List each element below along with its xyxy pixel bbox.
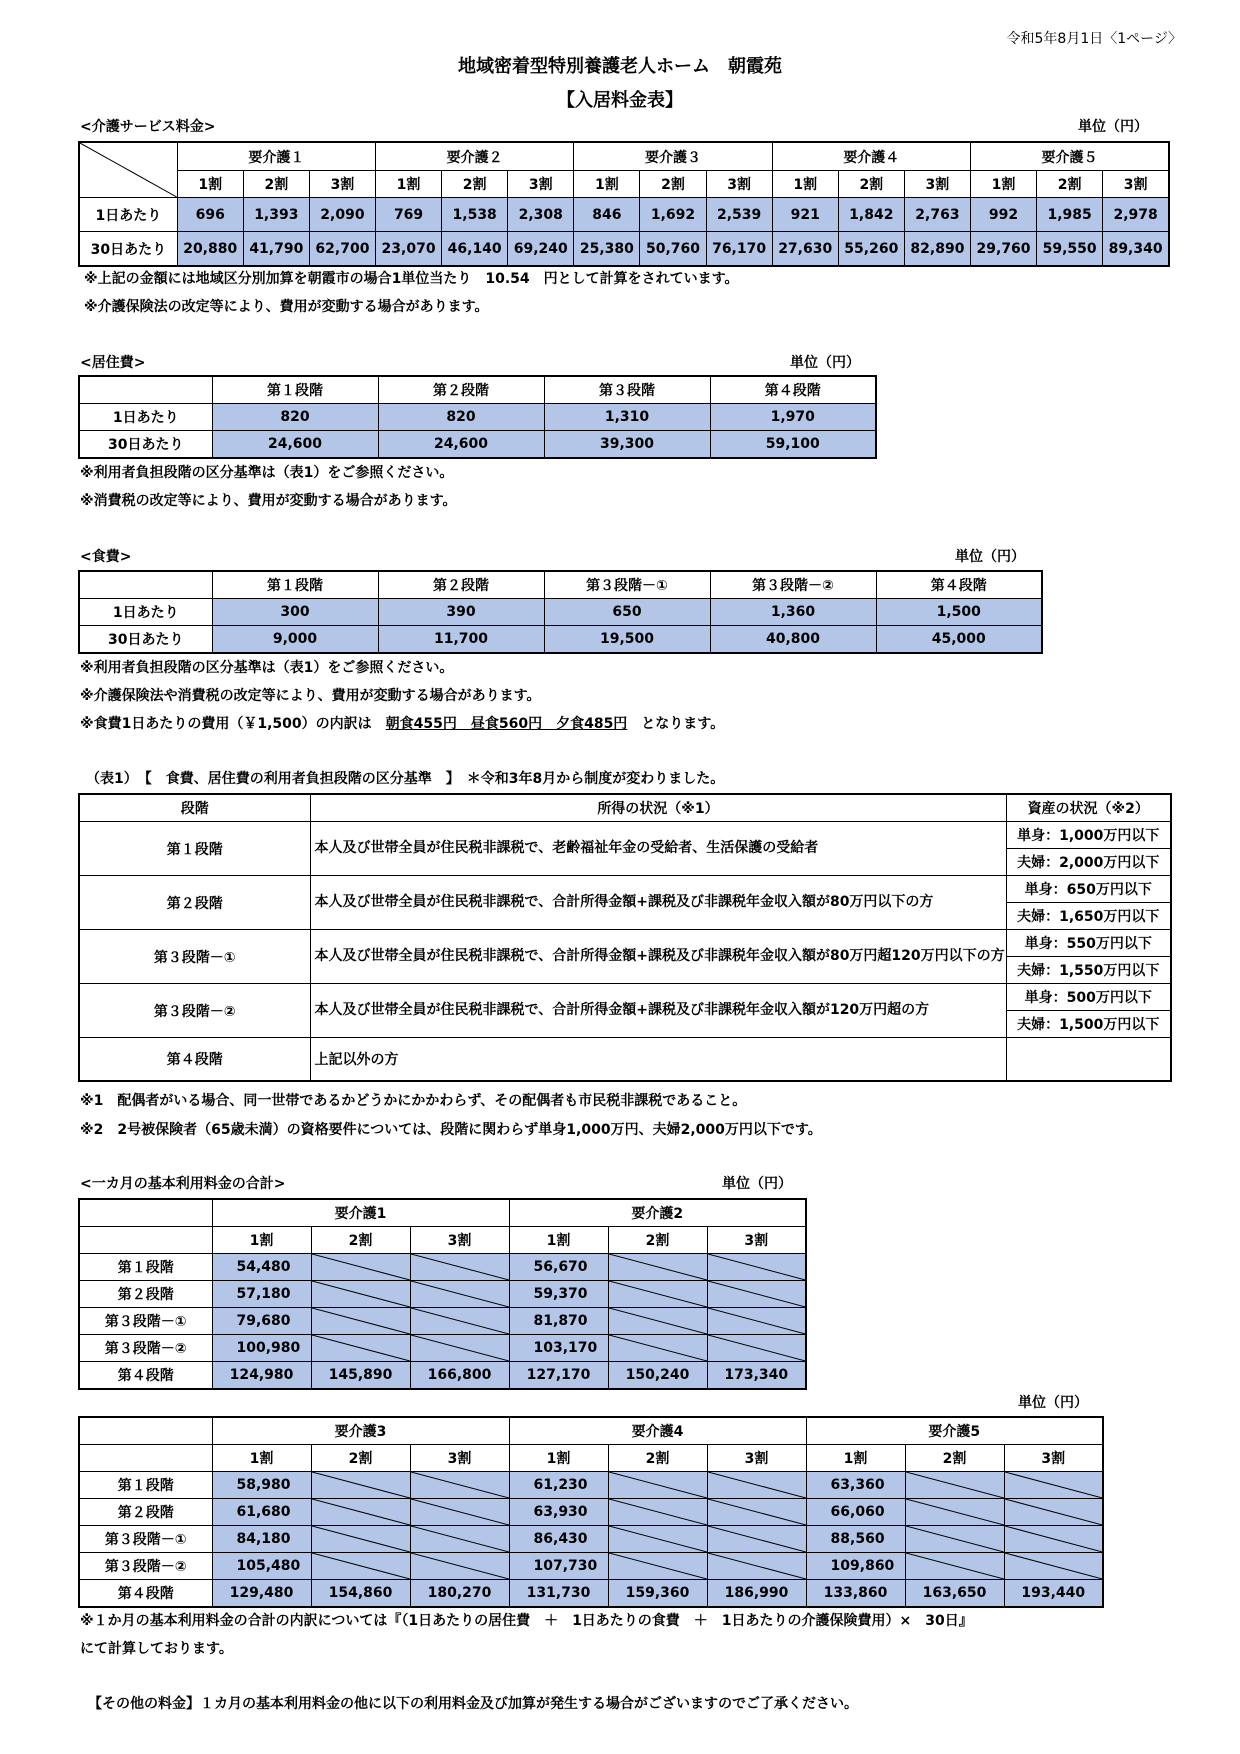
care-row-label: 30日あたり — [79, 232, 177, 267]
monthly-ratio-header: 2割 — [311, 1445, 410, 1472]
monthly-stage-label: 第２段階 — [79, 1499, 212, 1526]
monthly-ratio-header: 3割 — [707, 1227, 806, 1254]
food-value: 45,000 — [876, 626, 1042, 654]
monthly-value: 66,060 — [806, 1499, 905, 1526]
monthly-stage-row — [79, 1308, 806, 1335]
care-level-header: 要介護４ — [772, 142, 970, 171]
diagonal-cell — [410, 1499, 509, 1526]
monthly-value: 63,930 — [509, 1499, 608, 1526]
care-ratio-header: 2割 — [442, 171, 508, 198]
care-unit: 単位（円） — [1078, 119, 1148, 135]
diagonal-cell — [707, 1499, 806, 1526]
monthly-level-row — [79, 1417, 1103, 1445]
monthly-value: 145,890 — [311, 1362, 410, 1390]
diagonal-cell — [707, 1281, 806, 1308]
monthly-value: 109,860 — [806, 1553, 905, 1580]
care-note-2: ※介護保険法の改定等により、費用が変動する場合があります。 — [84, 299, 489, 315]
table1-asset-couple: 夫婦：1,500万円以下 — [1006, 1011, 1171, 1038]
monthly-ratio-header: 3割 — [707, 1445, 806, 1472]
care-ratio-header: 3割 — [309, 171, 375, 198]
diagonal-cell — [311, 1499, 410, 1526]
food-value: 9,000 — [212, 626, 378, 654]
monthly-value: 150,240 — [608, 1362, 707, 1390]
food-section-title: <食費> — [80, 549, 132, 565]
diagonal-cell — [608, 1472, 707, 1499]
monthly-value: 180,270 — [410, 1580, 509, 1608]
housing-value: 820 — [378, 404, 544, 431]
monthly-ratio-header: 1割 — [509, 1227, 608, 1254]
table1-stage: 第３段階－② — [79, 984, 310, 1038]
diagonal-cell — [410, 1254, 509, 1281]
care-header-row — [79, 142, 1169, 171]
housing-row-label: 30日あたり — [79, 431, 212, 459]
monthly-level-row — [79, 1199, 806, 1227]
monthly-stage-row — [79, 1362, 806, 1390]
food-note-3-post: となります。 — [627, 716, 725, 732]
food-header-row — [79, 571, 1042, 599]
monthly-value: 56,670 — [509, 1254, 608, 1281]
diagonal-cell — [905, 1499, 1004, 1526]
care-value: 696 — [177, 198, 243, 232]
care-value: 50,760 — [640, 232, 706, 267]
food-stage-header: 第３段階－① — [544, 571, 710, 599]
food-value: 40,800 — [710, 626, 876, 654]
monthly-value: 186,990 — [707, 1580, 806, 1608]
monthly-value: 193,440 — [1004, 1580, 1103, 1608]
monthly-stage-row — [79, 1553, 1103, 1580]
other-fees-note: 【その他の料金】１カ月の基本利用料金の他に以下の利用料金及び加算が発生する場合がございますのでご了承ください。 — [88, 1696, 858, 1712]
monthly-ratio-row — [79, 1445, 1103, 1472]
care-ratio-header: 1割 — [376, 171, 442, 198]
diagonal-cell — [1004, 1553, 1103, 1580]
diagonal-cell — [608, 1335, 707, 1362]
care-ratio-header: 2割 — [243, 171, 309, 198]
food-row-label: 30日あたり — [79, 626, 212, 654]
monthly-value: 61,230 — [509, 1472, 608, 1499]
care-value: 846 — [574, 198, 640, 232]
diagonal-cell — [707, 1553, 806, 1580]
table1-note-1: ※1 配偶者がいる場合、同一世帯であるかどうかにかかわらず、その配偶者も市民税非課税であること。 — [80, 1093, 747, 1109]
diagonal-cell — [707, 1472, 806, 1499]
table1-stage: 第３段階－① — [79, 930, 310, 984]
care-value: 23,070 — [376, 232, 442, 267]
care-value: 2,090 — [309, 198, 375, 232]
care-fee-table — [78, 141, 1170, 267]
monthly-stage-row — [79, 1526, 1103, 1553]
table1-last-row — [79, 1038, 1171, 1082]
monthly-stage-label: 第２段階 — [79, 1281, 212, 1308]
monthly-stage-label: 第４段階 — [79, 1362, 212, 1390]
table1-asset-single: 単身：1,000万円以下 — [1006, 822, 1171, 849]
care-ratio-header: 1割 — [772, 171, 838, 198]
monthly-stage-row — [79, 1254, 806, 1281]
monthly-value: 100,980 — [212, 1335, 311, 1362]
housing-data-row — [79, 431, 876, 459]
monthly-value: 107,730 — [509, 1553, 608, 1580]
food-note-3 — [80, 713, 724, 733]
monthly-stage-row — [79, 1499, 1103, 1526]
monthly-stage-label: 第４段階 — [79, 1580, 212, 1608]
housing-value: 39,300 — [544, 431, 710, 459]
housing-section-title: <居住費> — [80, 355, 146, 371]
monthly-value: 159,360 — [608, 1580, 707, 1608]
table1-data-row — [79, 984, 1171, 1011]
housing-stage-header: 第４段階 — [710, 376, 876, 404]
table1-asset-single: 単身：550万円以下 — [1006, 930, 1171, 957]
table1-asset-single: 単身：650万円以下 — [1006, 876, 1171, 903]
diagonal-cell — [311, 1526, 410, 1553]
monthly-value: 88,560 — [806, 1526, 905, 1553]
monthly-ratio-row — [79, 1227, 806, 1254]
food-data-row — [79, 599, 1042, 626]
care-value: 992 — [970, 198, 1036, 232]
housing-value: 59,100 — [710, 431, 876, 459]
monthly-corner-cell — [79, 1417, 212, 1445]
care-value: 1,985 — [1037, 198, 1103, 232]
care-value: 82,890 — [904, 232, 970, 267]
diagonal-cell — [410, 1335, 509, 1362]
monthly-stage-row — [79, 1580, 1103, 1608]
care-level-header: 要介護２ — [376, 142, 574, 171]
monthly-value: 57,180 — [212, 1281, 311, 1308]
diagonal-cell — [905, 1553, 1004, 1580]
monthly-level-header: 要介護2 — [509, 1199, 806, 1227]
care-value: 2,763 — [904, 198, 970, 232]
care-value: 41,790 — [243, 232, 309, 267]
monthly-ratio-header: 3割 — [410, 1445, 509, 1472]
diagonal-cell — [1004, 1499, 1103, 1526]
care-ratio-header: 1割 — [970, 171, 1036, 198]
diagonal-cell — [410, 1526, 509, 1553]
care-ratio-header: 2割 — [838, 171, 904, 198]
care-value: 46,140 — [442, 232, 508, 267]
housing-note-1: ※利用者負担段階の区分基準は（表1）をご参照ください。 — [80, 465, 454, 481]
monthly-ratio-header: 1割 — [509, 1445, 608, 1472]
diagonal-cell — [707, 1526, 806, 1553]
diagonal-cell — [905, 1526, 1004, 1553]
housing-value: 24,600 — [378, 431, 544, 459]
care-corner-cell — [79, 142, 177, 198]
diagonal-cell — [410, 1472, 509, 1499]
table1-data-row — [79, 876, 1171, 903]
monthly-stage-label: 第３段階－① — [79, 1526, 212, 1553]
diagonal-cell — [707, 1308, 806, 1335]
housing-value: 820 — [212, 404, 378, 431]
diagonal-cell — [311, 1553, 410, 1580]
housing-stage-header: 第３段階 — [544, 376, 710, 404]
monthly-value: 154,860 — [311, 1580, 410, 1608]
table1-header-row — [79, 794, 1171, 822]
care-ratio-header: 1割 — [177, 171, 243, 198]
housing-value: 1,970 — [710, 404, 876, 431]
housing-value: 1,310 — [544, 404, 710, 431]
care-level-header: 要介護３ — [574, 142, 772, 171]
housing-value: 24,600 — [212, 431, 378, 459]
monthly-ratio-header: 3割 — [1004, 1445, 1103, 1472]
care-value: 2,308 — [508, 198, 574, 232]
monthly-value: 129,480 — [212, 1580, 311, 1608]
table1-income: 上記以外の方 — [310, 1038, 1006, 1082]
diagonal-cell — [1004, 1526, 1103, 1553]
monthly-value: 59,370 — [509, 1281, 608, 1308]
care-value: 69,240 — [508, 232, 574, 267]
diagonal-cell — [608, 1526, 707, 1553]
page-title: 地域密着型特別養護老人ホーム 朝霞苑 — [458, 56, 782, 77]
monthly-stage-label: 第３段階－① — [79, 1308, 212, 1335]
page-date: 令和5年8月1日〈1ページ〉 — [1006, 31, 1182, 47]
diagonal-cell — [410, 1281, 509, 1308]
table1-header: 所得の状況（※1） — [310, 794, 1006, 822]
care-value: 55,260 — [838, 232, 904, 267]
housing-header-row — [79, 376, 876, 404]
monthly-note-2: にて計算しております。 — [80, 1641, 233, 1657]
monthly-value: 58,980 — [212, 1472, 311, 1499]
monthly-level-header: 要介護3 — [212, 1417, 509, 1445]
monthly-level-header: 要介護4 — [509, 1417, 806, 1445]
monthly-corner-cell — [79, 1227, 212, 1254]
monthly-ratio-header: 2割 — [905, 1445, 1004, 1472]
monthly-value: 173,340 — [707, 1362, 806, 1390]
housing-unit: 単位（円） — [790, 355, 860, 371]
food-value: 390 — [378, 599, 544, 626]
food-stage-header: 第２段階 — [378, 571, 544, 599]
monthly-stage-row — [79, 1335, 806, 1362]
food-note-2: ※介護保険法や消費税の改定等により、費用が変動する場合があります。 — [80, 688, 541, 704]
table1-income: 本人及び世帯全員が住民税非課税で、老齢福祉年金の受給者、生活保護の受給者 — [310, 822, 1006, 876]
table1-asset-empty — [1006, 1038, 1171, 1082]
housing-fee-table — [78, 375, 877, 459]
monthly-value: 81,870 — [509, 1308, 608, 1335]
monthly-value: 86,430 — [509, 1526, 608, 1553]
care-ratio-header: 2割 — [1037, 171, 1103, 198]
diagonal-cell — [608, 1254, 707, 1281]
food-fee-table — [78, 570, 1043, 654]
monthly-unit-b: 単位（円） — [1018, 1395, 1088, 1411]
diagonal-cell — [311, 1254, 410, 1281]
care-value: 2,539 — [706, 198, 772, 232]
diagonal-cell — [608, 1553, 707, 1580]
care-ratio-header: 1割 — [574, 171, 640, 198]
food-data-row — [79, 626, 1042, 654]
food-row-label: 1日あたり — [79, 599, 212, 626]
table1-asset-couple: 夫婦：2,000万円以下 — [1006, 849, 1171, 876]
table1-asset-couple: 夫婦：1,550万円以下 — [1006, 957, 1171, 984]
care-value: 1,692 — [640, 198, 706, 232]
monthly-stage-label: 第３段階－② — [79, 1553, 212, 1580]
diagonal-cell — [410, 1553, 509, 1580]
monthly-stage-row — [79, 1472, 1103, 1499]
monthly-stage-label: 第１段階 — [79, 1472, 212, 1499]
care-value: 27,630 — [772, 232, 838, 267]
table1-data-row — [79, 930, 1171, 957]
monthly-value: 124,980 — [212, 1362, 311, 1390]
monthly-level-header: 要介護1 — [212, 1199, 509, 1227]
care-value: 76,170 — [706, 232, 772, 267]
diagonal-cell — [311, 1335, 410, 1362]
food-value: 1,500 — [876, 599, 1042, 626]
food-stage-header: 第１段階 — [212, 571, 378, 599]
monthly-stage-label: 第３段階－② — [79, 1335, 212, 1362]
food-corner-cell — [79, 571, 212, 599]
care-value: 59,550 — [1037, 232, 1103, 267]
food-stage-header: 第４段階 — [876, 571, 1042, 599]
monthly-corner-cell — [79, 1445, 212, 1472]
housing-row-label: 1日あたり — [79, 404, 212, 431]
monthly-value: 163,650 — [905, 1580, 1004, 1608]
monthly-level-header: 要介護5 — [806, 1417, 1103, 1445]
diagonal-cell — [707, 1335, 806, 1362]
table1-note-2: ※2 2号被保険者（65歳未満）の資格要件については、段階に関わらず単身1,000万円、夫婦2,000万円以下です。 — [80, 1122, 822, 1138]
care-value: 20,880 — [177, 232, 243, 267]
page-subtitle: 【入居料金表】 — [557, 90, 683, 111]
table1-stage: 第１段階 — [79, 822, 310, 876]
housing-note-2: ※消費税の改定等により、費用が変動する場合があります。 — [80, 493, 457, 509]
food-value: 650 — [544, 599, 710, 626]
monthly-table-care-3-5 — [78, 1416, 1104, 1608]
monthly-value: 105,480 — [212, 1553, 311, 1580]
care-ratio-header: 3割 — [706, 171, 772, 198]
diagonal-cell — [311, 1308, 410, 1335]
food-value: 300 — [212, 599, 378, 626]
monthly-value: 131,730 — [509, 1580, 608, 1608]
food-note-3-breakdown: 朝食455円 昼食560円 夕食485円 — [385, 716, 628, 732]
care-ratio-header: 2割 — [640, 171, 706, 198]
monthly-section-title: <一カ月の基本利用料金の合計> — [80, 1176, 286, 1192]
table1-stage: 第４段階 — [79, 1038, 310, 1082]
diagonal-cell — [905, 1472, 1004, 1499]
care-level-header: 要介護１ — [177, 142, 375, 171]
diagonal-cell — [1004, 1472, 1103, 1499]
care-value: 1,538 — [442, 198, 508, 232]
monthly-value: 61,680 — [212, 1499, 311, 1526]
table1-header: 資産の状況（※2） — [1006, 794, 1171, 822]
food-note-3-pre: ※食費1日あたりの費用（￥1,500）の内訳は — [80, 716, 386, 732]
care-ratio-header: 3割 — [508, 171, 574, 198]
table1-income: 本人及び世帯全員が住民税非課税で、合計所得金額+課税及び非課税年金収入額が80万円超120万円以下の方 — [310, 930, 1006, 984]
food-value: 1,360 — [710, 599, 876, 626]
care-data-row — [79, 198, 1169, 232]
care-section-title: <介護サービス料金> — [80, 119, 216, 135]
food-stage-header: 第３段階－② — [710, 571, 876, 599]
care-value: 25,380 — [574, 232, 640, 267]
care-value: 29,760 — [970, 232, 1036, 267]
care-value: 2,978 — [1103, 198, 1169, 232]
monthly-ratio-header: 1割 — [212, 1445, 311, 1472]
food-value: 19,500 — [544, 626, 710, 654]
food-unit: 単位（円） — [955, 549, 1025, 565]
care-value: 769 — [376, 198, 442, 232]
monthly-ratio-header: 1割 — [806, 1445, 905, 1472]
care-value: 89,340 — [1103, 232, 1169, 267]
diagonal-cell — [707, 1254, 806, 1281]
table1-data-row — [79, 822, 1171, 849]
care-row-label: 1日あたり — [79, 198, 177, 232]
table1-asset-single: 単身：500万円以下 — [1006, 984, 1171, 1011]
monthly-value: 84,180 — [212, 1526, 311, 1553]
diagonal-cell — [311, 1281, 410, 1308]
diagonal-cell — [608, 1281, 707, 1308]
table1-income: 本人及び世帯全員が住民税非課税で、合計所得金額+課税及び非課税年金収入額が80万円以下の方 — [310, 876, 1006, 930]
table1-criteria — [78, 793, 1172, 1082]
monthly-ratio-header: 2割 — [608, 1227, 707, 1254]
monthly-ratio-header: 2割 — [608, 1445, 707, 1472]
monthly-corner-cell — [79, 1199, 212, 1227]
diagonal-cell — [410, 1308, 509, 1335]
monthly-stage-row — [79, 1281, 806, 1308]
table1-asset-couple: 夫婦：1,650万円以下 — [1006, 903, 1171, 930]
housing-corner-cell — [79, 376, 212, 404]
monthly-ratio-header: 1割 — [212, 1227, 311, 1254]
care-note-1: ※上記の金額には地域区分別加算を朝霞市の場合1単位当たり 10.54 円として計算をされています。 — [84, 271, 739, 287]
monthly-value: 63,360 — [806, 1472, 905, 1499]
monthly-note-1: ※１か月の基本利用料金の合計の内訳については『（1日あたりの居住費 ＋ 1日あたりの食費 ＋ 1日あたりの介護保険費用）× 30日』 — [80, 1613, 973, 1629]
monthly-table-care-1-2 — [78, 1198, 807, 1390]
diagonal-cell — [608, 1308, 707, 1335]
monthly-ratio-header: 2割 — [311, 1227, 410, 1254]
monthly-value: 166,800 — [410, 1362, 509, 1390]
care-value: 1,393 — [243, 198, 309, 232]
care-value: 62,700 — [309, 232, 375, 267]
care-ratio-header: 3割 — [1103, 171, 1169, 198]
diagonal-cell — [311, 1472, 410, 1499]
table1-header: 段階 — [79, 794, 310, 822]
monthly-ratio-header: 3割 — [410, 1227, 509, 1254]
monthly-stage-label: 第１段階 — [79, 1254, 212, 1281]
monthly-unit-a: 単位（円） — [722, 1176, 792, 1192]
table1-stage: 第２段階 — [79, 876, 310, 930]
monthly-value: 79,680 — [212, 1308, 311, 1335]
table1-caption: （表1） 【 食費、居住費の利用者負担段階の区分基準 】 ＊令和3年8月から制度が変わりました。 — [86, 771, 725, 787]
care-ratio-row — [79, 171, 1169, 198]
care-ratio-header: 3割 — [904, 171, 970, 198]
care-value: 921 — [772, 198, 838, 232]
care-data-row — [79, 232, 1169, 267]
food-value: 11,700 — [378, 626, 544, 654]
monthly-value: 133,860 — [806, 1580, 905, 1608]
housing-stage-header: 第２段階 — [378, 376, 544, 404]
food-note-1: ※利用者負担段階の区分基準は（表1）をご参照ください。 — [80, 660, 454, 676]
table1-income: 本人及び世帯全員が住民税非課税で、合計所得金額+課税及び非課税年金収入額が120万円超の方 — [310, 984, 1006, 1038]
monthly-value: 127,170 — [509, 1362, 608, 1390]
monthly-value: 103,170 — [509, 1335, 608, 1362]
monthly-value: 54,480 — [212, 1254, 311, 1281]
care-value: 1,842 — [838, 198, 904, 232]
care-level-header: 要介護５ — [970, 142, 1169, 171]
diagonal-cell — [608, 1499, 707, 1526]
housing-data-row — [79, 404, 876, 431]
housing-stage-header: 第１段階 — [212, 376, 378, 404]
